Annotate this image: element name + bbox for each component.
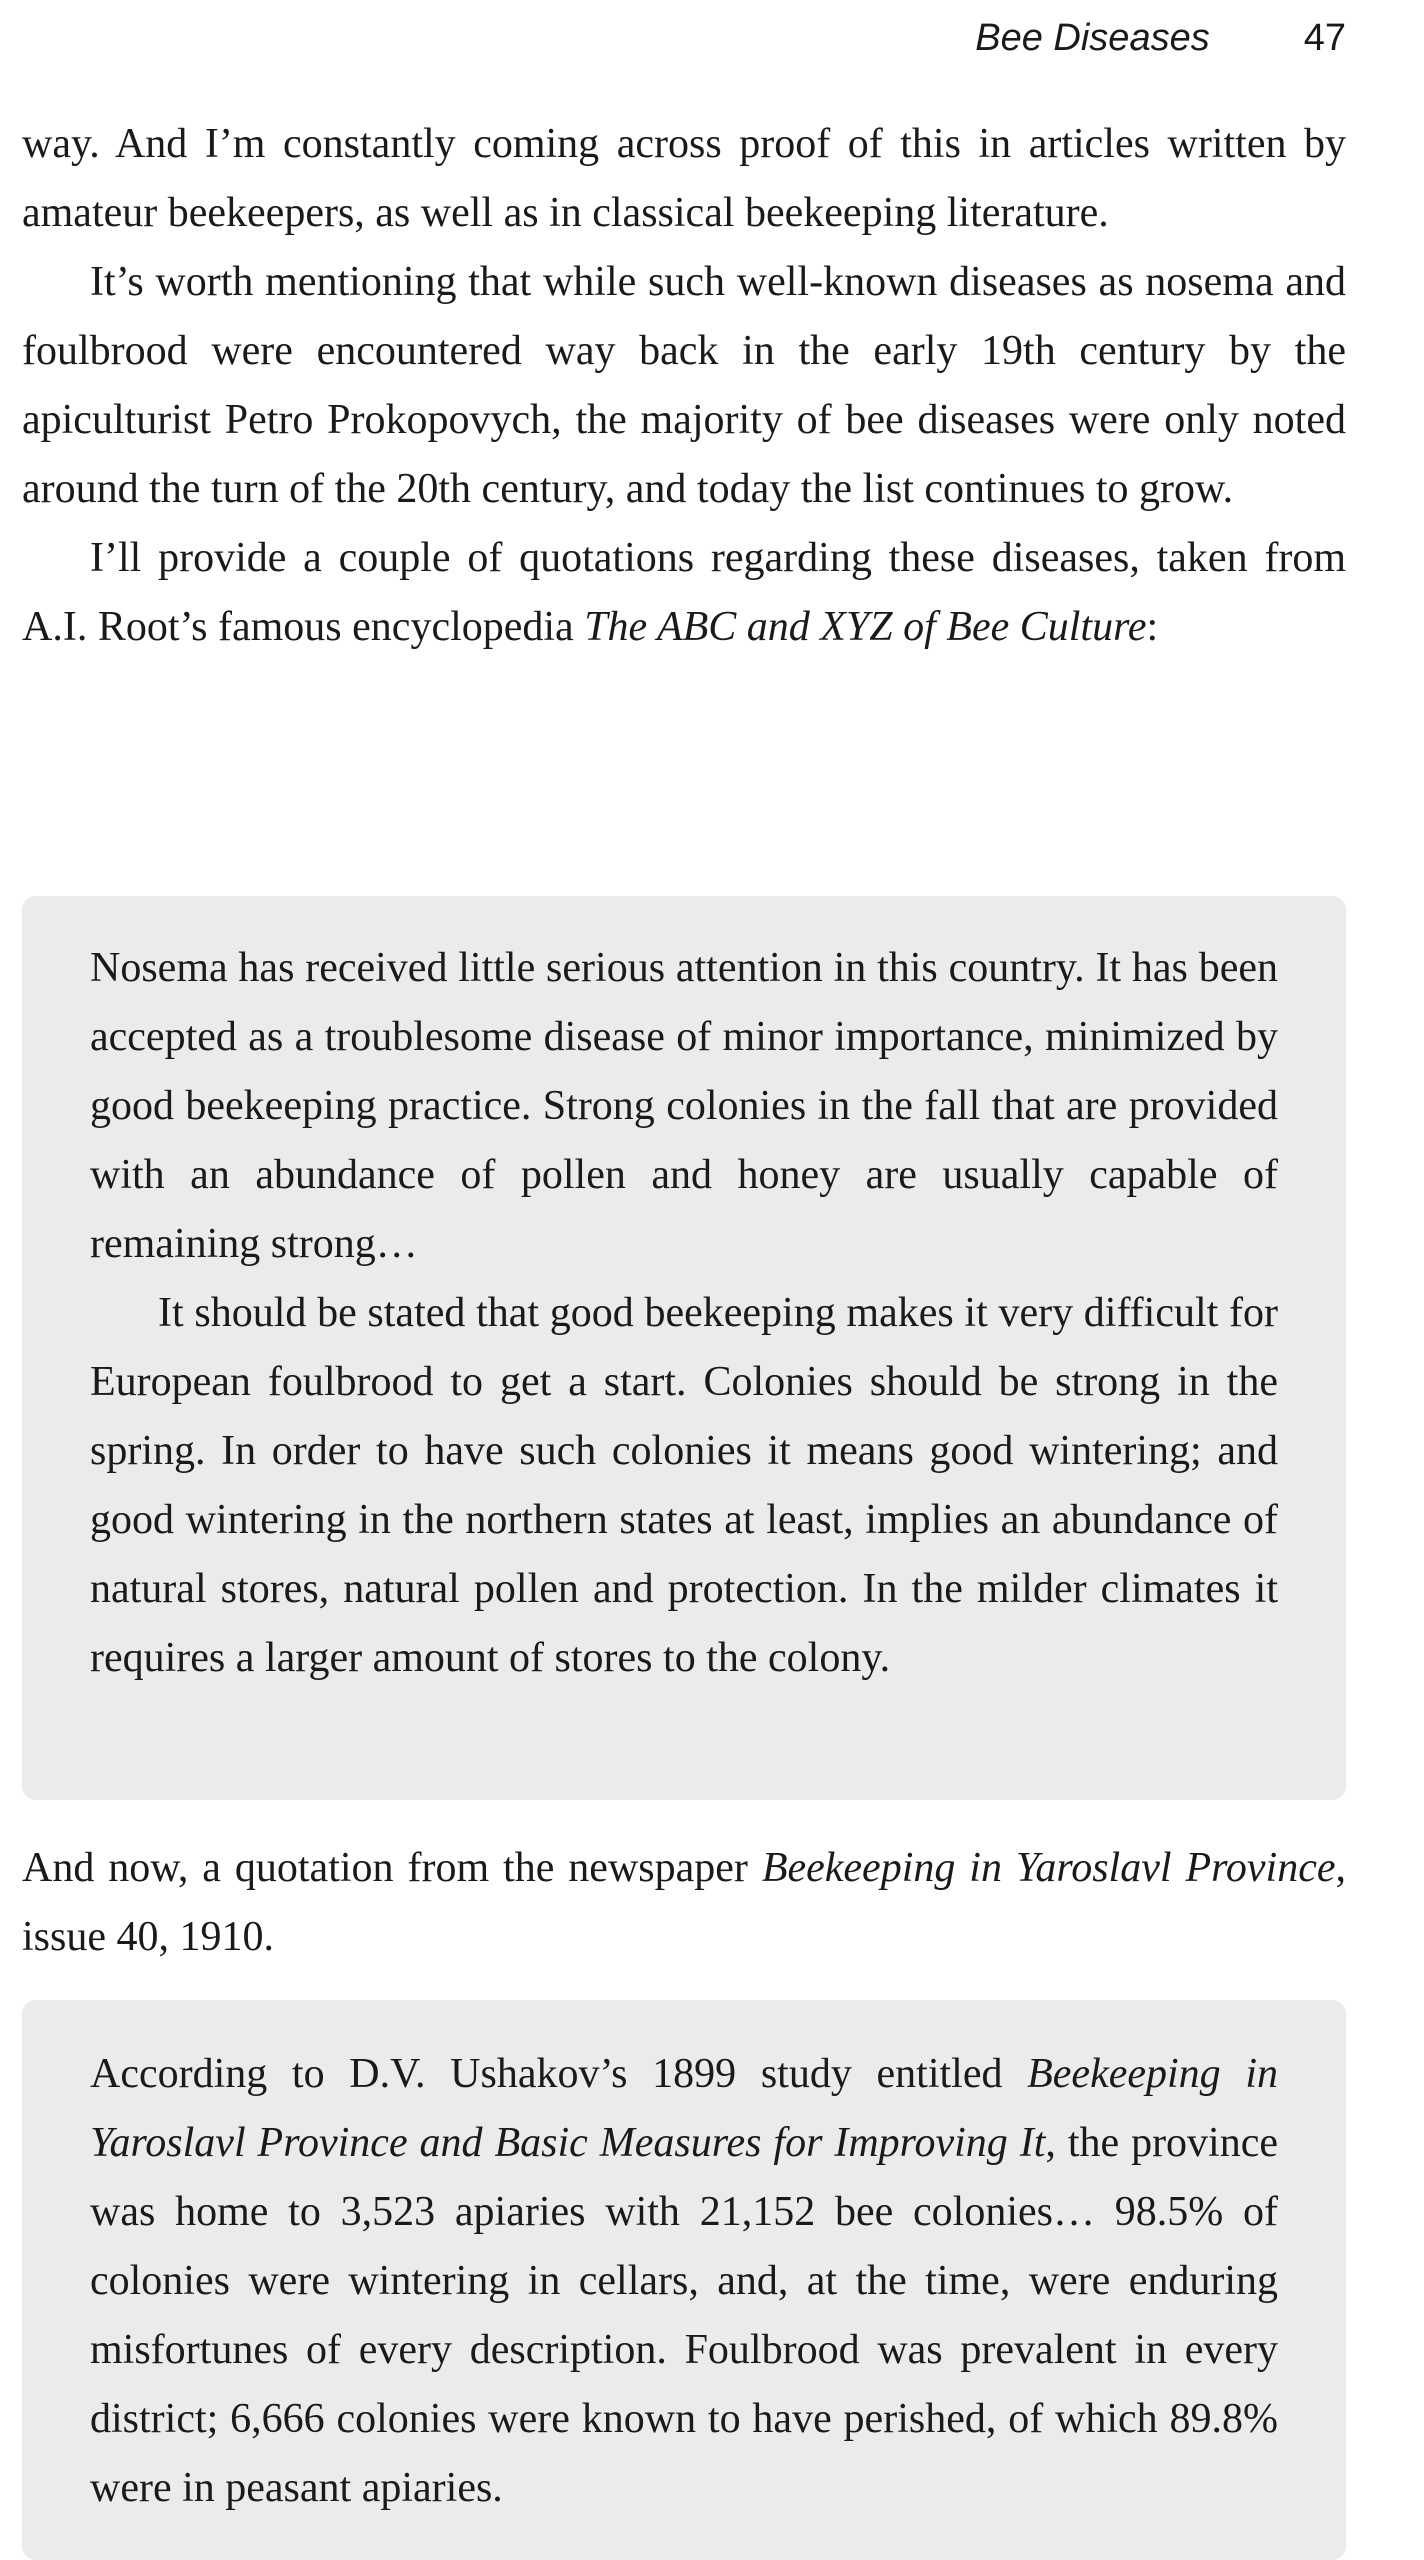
paragraph-continuation: way. And I’m constantly coming across proof of this in articles written by amateur beekeepers, as well as in classical beekeeping literature. (22, 121, 1346, 236)
quotation-intro-colon: : (1146, 604, 1159, 650)
blockquote-yaroslavl-newspaper (22, 2000, 1346, 2560)
chapter-title: Bee Diseases (975, 16, 1210, 59)
book-title-abc-xyz: The ABC and XYZ of Bee Culture (584, 604, 1147, 650)
quotation-intro-text: I’ll provide a couple of quotations regarding these diseases, taken from A.I. Root’s famous encyclopedia (22, 535, 1346, 650)
blockquote-paragraph-foulbrood: It should be stated that good beekeeping makes it very difficult for European foulbrood to get a start. Colonies should be strong in the spring. In order to have such colonies it means good wintering; and good wintering in the northern states at least, implies an abundance of natural stores, natural pollen and protection. In the milder climates it requires a larger amount of stores to the colony. (90, 1290, 1278, 1681)
newspaper-title: Beekeeping in Yaroslavl Province (761, 1845, 1336, 1891)
blockquote-paragraph-ushakov (90, 2040, 1278, 2523)
running-head (975, 12, 1346, 64)
body-text (22, 110, 1346, 662)
ushakov-study-title: Beekeeping in Yaroslavl Province and Basic Measures for Improving It (90, 2051, 1278, 2166)
paragraph-quotation-intro (22, 524, 1346, 662)
book-page (22, 0, 1346, 2560)
blockquote-root-encyclopedia (22, 896, 1346, 1800)
newspaper-intro-text: And now, a quotation from the newspaper (22, 1845, 762, 1891)
ushakov-statistics-text: , the province was home to 3,523 apiaries with 21,152 bee colonies… 98.5% of colonies were wintering in cellars, and, at the time, were enduring misfortunes of every description. Foulbrood was prevalent in every district; 6,666 colonies were known to have perished, of which 89.8% were in peasant apiaries. (90, 2120, 1279, 2511)
page-number: 47 (1303, 16, 1346, 59)
newspaper-issue: , issue 40, 1910. (22, 1845, 1346, 1960)
paragraph-newspaper-intro (22, 1834, 1346, 1972)
paragraph-diseases-history: It’s worth mentioning that while such well-known diseases as nosema and foulbrood were encountered way back in the early 19th century by the apiculturist Petro Prokopovych, the majority of bee diseases were only noted around the turn of the 20th century, and today the list continues to grow. (22, 259, 1346, 512)
ushakov-intro-text: According to D.V. Ushakov’s 1899 study entitled (90, 2051, 1028, 2097)
blockquote-paragraph-nosema: Nosema has received little serious attention in this country. It has been accepted as a troublesome disease of minor importance, minimized by good beekeeping practice. Strong colonies in the fall that are provided with an abundance of pollen and honey are usually capable of remaining strong… (90, 945, 1278, 1267)
